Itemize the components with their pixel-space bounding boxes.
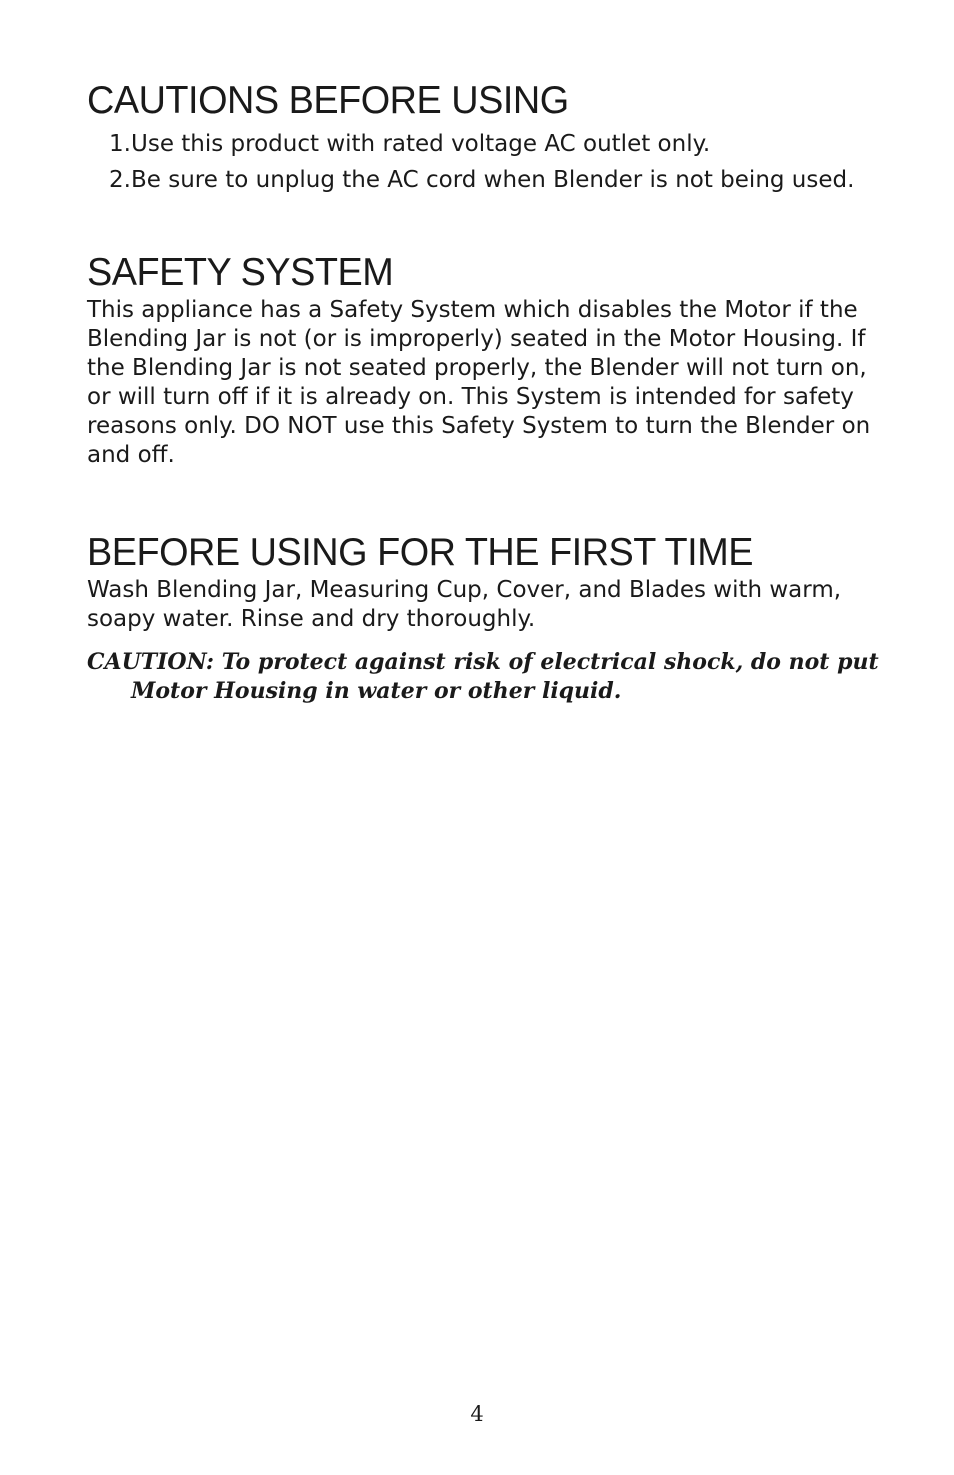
list-item (87, 126, 887, 162)
manual-page (87, 78, 887, 706)
section-heading: BEFORE USING FOR THE FIRST TIME (87, 531, 753, 574)
section-before-first-use (87, 530, 887, 706)
section-heading: CAUTIONS BEFORE USING (87, 79, 569, 122)
list-item-text: Be sure to unplug the AC cord when Blender is not being used. (131, 167, 855, 193)
list-item-number: 1. (109, 131, 131, 157)
electrical-shock-caution: CAUTION: To protect against risk of electrical shock, do not put Motor Housing in water or other liquid. (87, 649, 879, 704)
cautions-list (87, 126, 887, 198)
section-heading: SAFETY SYSTEM (87, 251, 394, 294)
list-item (87, 162, 887, 198)
list-item-number: 2. (109, 167, 131, 193)
section-safety-system (87, 250, 887, 470)
section-cautions-before-using (87, 78, 887, 198)
page-number: 4 (470, 1402, 484, 1426)
safety-system-paragraph: This appliance has a Safety System which disables the Motor if the Blending Jar is not (or is improperly) seated in the Motor Housing. If the Blending Jar is not seated properly, the Blender will not turn on, or will turn off if it is already on. This System is intended for safety reasons only. DO NOT use this Safety System to turn the Blender on and off. (87, 297, 871, 468)
list-item-text: Use this product with rated voltage AC outlet only. (131, 131, 711, 157)
washing-instructions-paragraph: Wash Blending Jar, Measuring Cup, Cover, and Blades with warm, soapy water. Rinse and dry thoroughly. (87, 577, 842, 632)
